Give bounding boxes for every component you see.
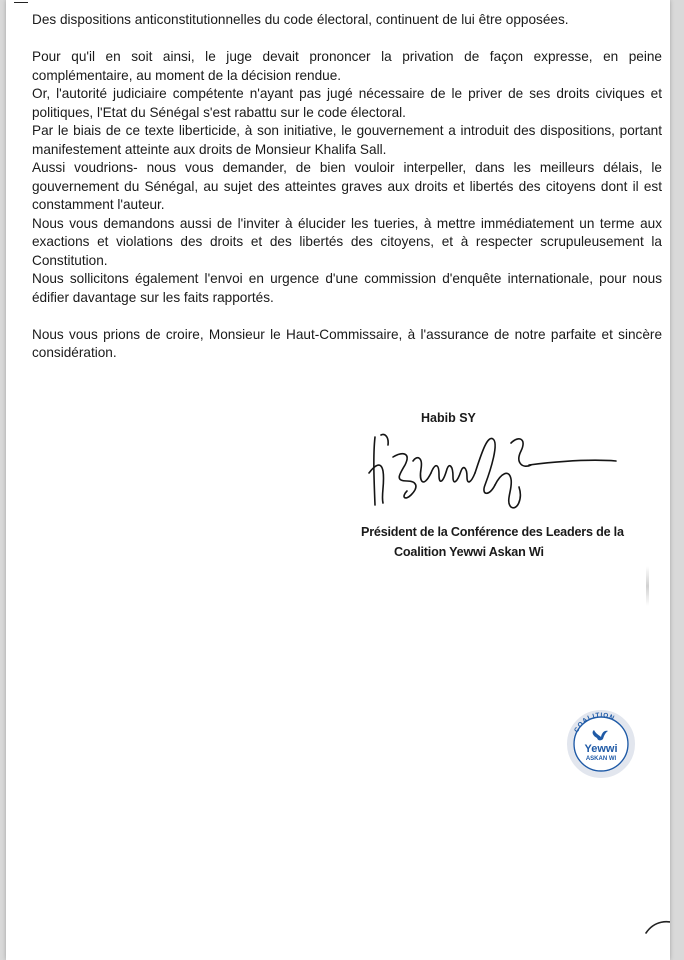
page-curl-mark [642, 915, 670, 937]
paragraph-7: Nous sollicitons également l'envoi en urgence d'une commission d'enquête internationale, pour nous édifier davantage sur les faits rapportés. [32, 271, 662, 305]
paragraph-4: Par le biais de ce texte liberticide, à son initiative, le gouvernement a introduit des dispositions, portant manifestement atteinte aux droits de Monsieur Khalifa Sall. [32, 123, 662, 157]
handwritten-signature [361, 425, 621, 515]
stamp-top-text: COALITION [573, 711, 616, 734]
letter-page [6, 0, 670, 960]
paragraph-2: Pour qu'il en soit ainsi, le juge devait prononcer la privation de façon expresse, en peine complémentaire, au moment de la décision rendue. [32, 49, 662, 83]
stamp-bottom-text: ASKAN WI [585, 756, 617, 762]
letter-body [32, 11, 662, 363]
closing-paragraph: Nous vous prions de croire, Monsieur le Haut-Commissaire, à l'assurance de notre parfaite et sincère considération. [32, 326, 662, 360]
paragraph-gap [32, 307, 662, 326]
signer-title-line-1: Président de la Conférence des Leaders de la [361, 525, 624, 539]
coalition-stamp [562, 708, 640, 778]
top-edge-mark [14, 2, 28, 3]
signer-title-line-2: Coalition Yewwi Askan Wi [394, 545, 544, 559]
paragraph-6: Nous vous demandons aussi de l'inviter à élucider les tueries, à mettre immédiatement un terme aux exactions et violations des droits et des libertés des citoyens, et à respecter scrupuleusement la Constitution. [32, 215, 662, 268]
paragraph-3: Or, l'autorité judiciaire compétente n'ayant pas jugé nécessaire de le priver de ses droits civiques et politiques, l'Etat du Sénégal s'est rabattu sur le code électoral. [32, 86, 662, 120]
stamp-main-text: Yewwi [584, 743, 618, 755]
paragraph-1: Des dispositions anticonstitutionnelles du code électoral, continuent de lui être opposées. [32, 12, 569, 27]
paragraph-5: Aussi voudrions- nous vous demander, de bien vouloir interpeller, dans les meilleurs délais, le gouvernement du Sénégal, au sujet des atteintes graves aux droits et libertés des citoyens dont il est constamment l'auteur. [32, 160, 662, 212]
scan-edge-shadow [646, 566, 649, 606]
paragraph-gap [32, 30, 662, 49]
signer-name: Habib SY [421, 411, 476, 425]
